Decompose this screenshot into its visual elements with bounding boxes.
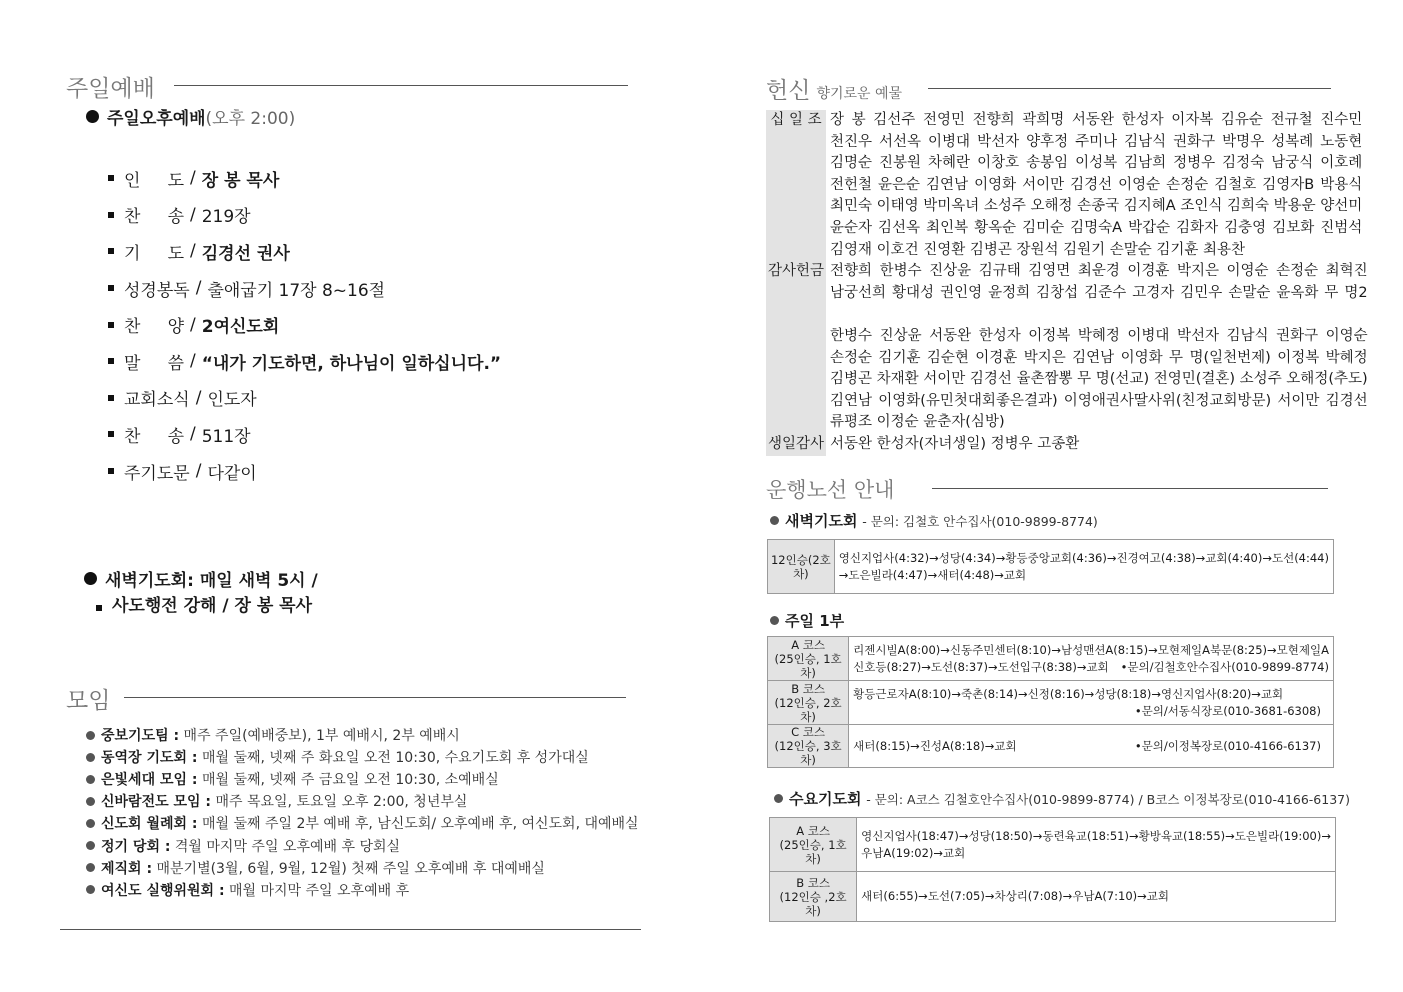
- order-item: 인 도 / 장 봉 목사: [108, 160, 628, 197]
- names-line: 천진우 서선옥 이병대 박선자 양후정 주미나 김남식 권화구 박명우 성복례 노동현: [830, 133, 1363, 150]
- names-line: 전헌철 윤은순 김연남 이영화 서이만 김경선 이영순 손정순 김철호 김영자B 박용식: [830, 176, 1363, 193]
- route-row: [768, 540, 1334, 594]
- offering-names: [826, 110, 1362, 261]
- order-value: 2여신도회: [201, 317, 280, 338]
- square-bullet-icon: [108, 468, 114, 474]
- square-bullet-icon: [108, 358, 114, 364]
- order-label: 성경봉독: [124, 280, 190, 301]
- offering-title: 헌신: [766, 78, 811, 104]
- order-label: 찬 송: [124, 426, 184, 447]
- wednesday-route-heading: [774, 788, 1350, 809]
- course-name: 12인승(2호차): [770, 552, 831, 581]
- order-value: 219장: [201, 207, 251, 228]
- order-label: 찬 송: [124, 207, 184, 228]
- route-path: [834, 540, 1333, 594]
- order-item: 찬 송 / 219장: [108, 197, 628, 234]
- routes-section-title: 운행노선 안내: [766, 478, 895, 502]
- dawn-prayer-detail: [96, 591, 312, 616]
- dawn-prayer-time: 새벽기도회: 매일 새벽 5시 /: [105, 571, 318, 591]
- course-name: B 코스: [796, 875, 830, 890]
- order-value: 출애굽기 17장 8~16절: [207, 280, 386, 301]
- route-course: [768, 637, 849, 681]
- square-bullet-icon: [108, 431, 114, 437]
- course-name: C 코스: [791, 725, 826, 739]
- meeting-name: 은빛세대 모임 :: [101, 772, 198, 789]
- bullet-dot-icon: [86, 731, 95, 740]
- square-bullet-icon: [108, 285, 114, 291]
- order-value: 인도자: [207, 390, 257, 411]
- offering-category: 생일감사: [766, 434, 826, 456]
- path-line: 새터(8:15)→진성A(8:18)→교회: [853, 738, 1017, 753]
- meeting-name: 중보기도팀 :: [101, 728, 180, 745]
- order-value: 511장: [201, 426, 251, 447]
- bullet-dot-icon: [770, 516, 779, 525]
- bullet-dot-icon: [86, 863, 95, 872]
- route-path: [849, 681, 1334, 725]
- meeting-name: 신도회 월례회 :: [101, 816, 198, 833]
- course-vehicle: (12인승, 3호차): [774, 739, 842, 767]
- meeting-desc: 매주 목요일, 토요일 오후 2:00, 청년부실: [215, 794, 468, 811]
- order-label: 말 씀: [124, 353, 184, 374]
- meeting-name: 여신도 실행위원회 :: [101, 882, 225, 899]
- offering-title-rule: [928, 88, 1331, 89]
- course-vehicle: (25인승, 1호차): [774, 651, 842, 680]
- course-name: A 코스: [796, 823, 830, 838]
- order-value: 김경선 권사: [201, 243, 290, 264]
- route-contact: - 문의: 김철호 안수집사(010-9899-8774): [862, 514, 1098, 529]
- square-bullet-icon: [108, 175, 114, 181]
- offering-subtitle: 향기로운 예물: [816, 86, 903, 102]
- route-row: [768, 637, 1334, 681]
- offering-section-title: [766, 72, 902, 105]
- meeting-desc: 매월 둘째, 넷째 주 화요일 오전 10:30, 수요기도회 후 성가대실: [201, 750, 589, 767]
- dawn-route-table: [767, 539, 1334, 594]
- meetings-section-title: 모임: [66, 688, 111, 714]
- route-path: [849, 637, 1334, 681]
- meeting-desc: 매주 주일(예배중보), 1부 예배시, 2부 예배시: [183, 728, 460, 745]
- service-name: 주일오후예배: [107, 109, 206, 129]
- order-item: 주기도문 / 다같이: [108, 453, 628, 490]
- sunday-route-table: [767, 636, 1334, 768]
- offering-table: [766, 110, 1368, 456]
- meeting-item: [86, 879, 646, 901]
- names-line: 남궁선희 황대성 권인영 윤정희 김창섭 김준수 고경자 김민우 손말순 윤옥화 무 명2: [830, 284, 1368, 301]
- route-name: 주일 1부: [785, 612, 845, 630]
- square-bullet-icon: [96, 605, 102, 611]
- meeting-name: 정기 당회 :: [101, 838, 171, 855]
- path-line-row: [853, 738, 1329, 755]
- route-info: •문의/이정복장로(010-4166-6137): [1134, 738, 1321, 753]
- meeting-item: [86, 724, 646, 746]
- route-name: 새벽기도회: [785, 512, 858, 530]
- path-line: 신호등(8:27)→도선(8:37)→도선입구(8:38)→교회: [853, 659, 1109, 674]
- route-path: [857, 818, 1336, 872]
- bullet-dot-icon: [86, 753, 95, 762]
- service-heading: [86, 104, 295, 129]
- names-line: 한병수 진상윤 서동완 한성자 이정복 박혜정 이병대 박선자 김남식 권화구 이영순: [830, 327, 1368, 344]
- route-course: [770, 818, 857, 872]
- route-row: [768, 681, 1334, 725]
- path-line: 우남A(19:02)→교회: [861, 845, 966, 860]
- names-line: 김병곤 차재환 서이만 김경선 율촌짬뽕 무 명(선교) 전영민(결혼) 소성주 오해정(추도): [830, 371, 1368, 388]
- order-item: 말 씀 / “내가 기도하면, 하나님이 일하십니다.”: [108, 343, 628, 380]
- names-line: 손정순 김기훈 김순현 이경훈 박지은 김연남 이영화 무 명(일천번제) 이정복 박혜정: [830, 349, 1368, 366]
- route-course: [768, 681, 849, 725]
- names-line: 김명순 진봉원 차혜란 이창호 송봉임 이성복 김남희 정병우 김정숙 남궁식 이호례: [830, 155, 1363, 172]
- route-info: •문의/서동식장로(010-3681-6308): [1134, 703, 1321, 718]
- names-line: 장 봉 김선주 전영민 전향희 곽희명 서동완 한성자 이자복 김유순 전규철 진수민: [830, 112, 1363, 128]
- route-path: [849, 725, 1334, 768]
- names-line: 류평조 이정순 윤춘자(심방): [830, 414, 1005, 431]
- order-label: 기 도: [124, 243, 184, 264]
- route-path: [857, 872, 1336, 922]
- square-bullet-icon: [108, 248, 114, 254]
- bullet-dot-icon: [86, 775, 95, 784]
- meeting-item: [86, 746, 646, 768]
- meetings-list: [86, 724, 646, 901]
- route-row: [770, 818, 1336, 872]
- sermon-title: “내가 기도하면, 하나님이 일하십니다.”: [201, 353, 502, 374]
- meeting-item: [86, 812, 646, 834]
- names-line: 전향희 한병수 진상윤 김규태 김영면 최운경 이경훈 박지은 이영순 손정순 최혁진: [830, 263, 1368, 280]
- service-time: (오후 2:00): [205, 109, 296, 129]
- worship-order-list: [108, 160, 628, 489]
- dawn-prayer-lecture: 사도행전 강해 / 장 봉 목사: [112, 596, 313, 616]
- order-item: 기 도 / 김경선 권사: [108, 233, 628, 270]
- route-info: •문의/김철호안수집사(010-9899-8774): [1120, 659, 1329, 674]
- order-label: 주기도문: [124, 463, 190, 484]
- path-line: 리젠시빌A(8:00)→신동주민센터(8:10)→남성맨션A(8:15)→모현제일A북문(8:25)→모현제일A: [853, 642, 1329, 657]
- course-vehicle: (25인승, 1호차): [779, 837, 847, 866]
- meeting-name: 신바람전도 모임 :: [101, 794, 212, 811]
- square-bullet-icon: [108, 395, 114, 401]
- worship-title-rule: [174, 85, 628, 86]
- order-value: 장 봉 목사: [201, 170, 280, 191]
- order-item: 성경봉독 / 출애굽기 17장 8~16절: [108, 270, 628, 307]
- names-line: 김연남 이영화(유민첫대회좋은결과) 이영애권사딸사위(친정교회방문) 서이만 김경선: [830, 392, 1368, 409]
- names-line: 김영재 이호건 진영환 김병곤 장원석 김원기 손말순 김기훈 최용찬: [830, 241, 1246, 258]
- worship-section-title: 주일예배: [66, 76, 155, 102]
- meeting-name: 동역장 기도회 :: [101, 750, 198, 767]
- dawn-prayer-heading: [84, 566, 318, 591]
- path-line-row: [853, 659, 1329, 676]
- meeting-item: [86, 857, 646, 879]
- bullet-dot-icon: [86, 819, 95, 828]
- meeting-item: [86, 790, 646, 812]
- meeting-desc: 매분기별(3월, 6월, 9월, 12월) 첫째 주일 오후예배 후 대예배실: [156, 860, 545, 877]
- routes-title-rule: [932, 488, 1328, 489]
- meeting-desc: 매월 둘째 주일 2부 예배 후, 남신도회/ 오후예배 후, 여신도회, 대예배실: [201, 816, 639, 833]
- offering-row: [766, 434, 1341, 456]
- meeting-name: 제직회 :: [101, 860, 153, 877]
- order-item: 교회소식 / 인도자: [108, 380, 628, 417]
- meeting-desc: 매월 둘째, 넷째 주 금요일 오전 10:30, 소예배실: [201, 772, 499, 789]
- route-contact: - 문의: A코스 김철호안수집사(010-9899-8774) / B코스 이정복장로(010-4166-6137): [866, 792, 1350, 807]
- order-label: 교회소식: [124, 390, 190, 411]
- meeting-item: [86, 834, 646, 856]
- names-line: 서동완 한성자(자녀생일) 정병우 고종환: [830, 435, 1080, 452]
- dawn-route-heading: [770, 510, 1098, 531]
- bullet-dot-icon: [86, 841, 95, 850]
- bullet-dot-icon: [774, 794, 783, 803]
- path-line: 영신지업사(4:32)→성당(4:34)→황등중앙교회(4:36)→진경여고(4:38)→교회(4:40)→도선(4:44): [838, 550, 1329, 565]
- route-course: [770, 872, 857, 922]
- order-value: 다같이: [207, 463, 257, 484]
- path-line: 황등근로자A(8:10)→죽촌(8:14)→신정(8:16)→성당(8:18)→영신지업사(8:20)→교회: [853, 686, 1284, 701]
- bullet-dot-icon: [770, 616, 779, 625]
- path-line: 새터(6:55)→도선(7:05)→차상리(7:08)→우남A(7:10)→교회: [861, 889, 1169, 903]
- route-name: 수요기도회: [789, 790, 862, 808]
- sunday-route-heading: [770, 610, 844, 631]
- bullet-dot-icon: [84, 572, 97, 585]
- route-row: [770, 872, 1336, 922]
- meeting-desc: 격월 마지막 주일 오후예배 후 당회실: [174, 838, 401, 855]
- course-vehicle: (12인승, 2호차): [774, 695, 842, 724]
- course-name: B 코스: [791, 681, 825, 696]
- square-bullet-icon: [108, 322, 114, 328]
- offering-category: 감사헌금: [766, 261, 826, 434]
- order-item: 찬 송 / 511장: [108, 416, 628, 453]
- route-row: [768, 725, 1334, 768]
- names-line: 윤순자 김선옥 최인복 황옥순 김미순 김명숙A 박갑순 김화자 김충영 김보화 진범석: [830, 219, 1363, 236]
- left-page-bottom-rule: [60, 929, 641, 930]
- route-course: [768, 540, 835, 594]
- offering-row: [766, 110, 1363, 261]
- bullet-dot-icon: [86, 797, 95, 806]
- square-bullet-icon: [108, 212, 114, 218]
- path-line: 영신지업사(18:47)→성당(18:50)→동련육교(18:51)→황방육교(18:55)→도은빌라(19:00)→: [861, 828, 1331, 843]
- course-vehicle: (12인승 ,2호차): [779, 889, 847, 918]
- names-line-blank: [830, 304, 1368, 326]
- meetings-title-rule: [124, 697, 626, 698]
- order-label: 찬 양: [124, 317, 184, 338]
- meeting-item: [86, 768, 646, 790]
- meeting-desc: 매월 마지막 주일 오후예배 후: [229, 882, 410, 899]
- course-name: A 코스: [791, 637, 825, 652]
- order-label: 인 도: [124, 170, 184, 191]
- route-course: [768, 725, 849, 768]
- wednesday-route-table: [769, 817, 1336, 922]
- offering-category: 십 일 조: [766, 110, 826, 261]
- order-item: 찬 양 / 2여신도회: [108, 306, 628, 343]
- bullet-dot-icon: [86, 110, 99, 123]
- names-line: 최민숙 이태영 박미옥녀 소성주 오해정 손종국 김지혜A 조인식 김희숙 박용운 양선미: [830, 198, 1363, 215]
- offering-row: [766, 261, 1368, 434]
- offering-names: [826, 261, 1368, 434]
- bullet-dot-icon: [86, 885, 95, 894]
- offering-names: [826, 434, 1341, 456]
- path-line: →도은빌라(4:47)→새터(4:48)→교회: [838, 567, 1027, 582]
